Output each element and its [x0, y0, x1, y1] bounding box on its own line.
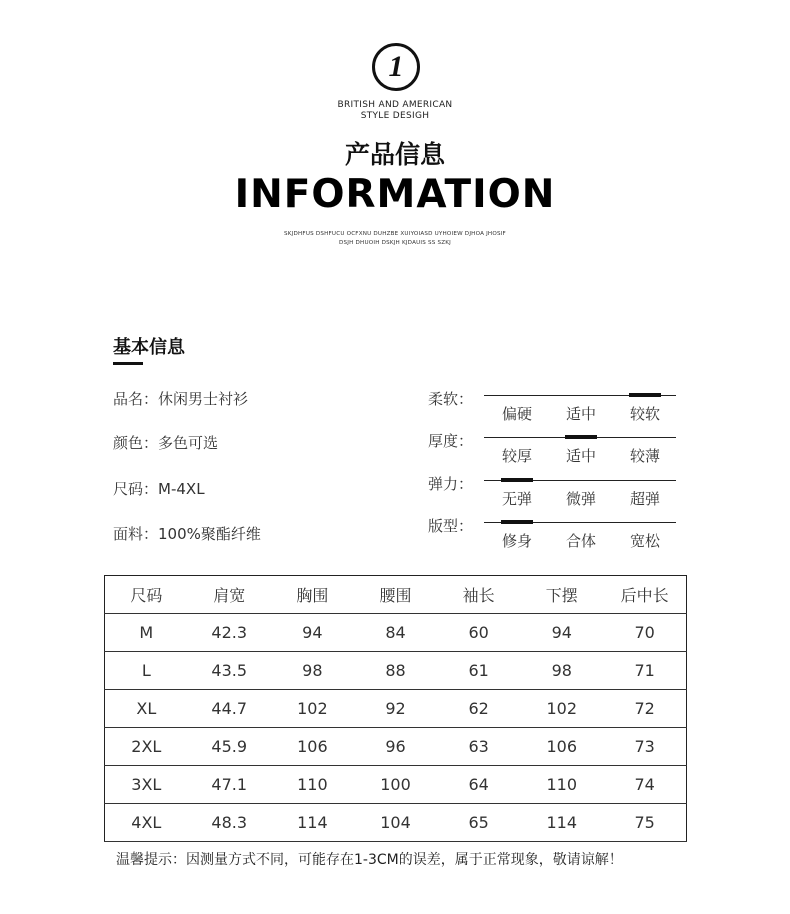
column-header: 胸围: [271, 576, 354, 614]
table-cell: 43.5: [188, 652, 271, 690]
scale-selected-marker: [501, 520, 533, 524]
table-cell: 104: [354, 804, 437, 842]
scale-option: 宽松: [629, 532, 660, 550]
table-cell: 106: [271, 728, 354, 766]
brand-line-1: BRITISH AND AMERICAN: [337, 100, 453, 110]
scale-option: 较厚: [501, 447, 532, 465]
table-row: [105, 804, 687, 842]
table-row: [105, 690, 687, 728]
table-cell: 71: [603, 652, 686, 690]
info-row-name: [113, 388, 248, 409]
badge-number: 1: [388, 50, 404, 83]
table-cell: 96: [354, 728, 437, 766]
page-title-cn: 产品信息: [344, 140, 445, 169]
scale-label: 厚度：: [428, 432, 474, 450]
size-table: [104, 575, 687, 842]
scale-option: 修身: [501, 532, 532, 550]
table-row: [105, 728, 687, 766]
section-underline: [113, 362, 143, 365]
column-header: 腰围: [354, 576, 437, 614]
table-cell: 70: [603, 614, 686, 652]
info-label: 面料：: [113, 525, 159, 543]
table-cell: XL: [105, 690, 188, 728]
table-cell: 47.1: [188, 766, 271, 804]
info-value: 多色可选: [158, 434, 219, 452]
table-cell: 106: [520, 728, 603, 766]
info-label: 颜色：: [113, 434, 159, 452]
table-cell: 72: [603, 690, 686, 728]
info-label: 品名：: [113, 390, 159, 408]
table-cell: 60: [437, 614, 520, 652]
table-cell: 100: [354, 766, 437, 804]
table-cell: 64: [437, 766, 520, 804]
table-cell: 44.7: [188, 690, 271, 728]
info-value: 100%聚酯纤维: [158, 525, 261, 543]
table-cell: M: [105, 614, 188, 652]
table-cell: 75: [603, 804, 686, 842]
table-cell: 63: [437, 728, 520, 766]
scale-option: 无弹: [501, 490, 532, 508]
table-cell: 84: [354, 614, 437, 652]
scale-selected-marker: [629, 393, 661, 397]
table-row: [105, 614, 687, 652]
brand-line-2: STYLE DESIGH: [360, 111, 430, 121]
table-cell: 92: [354, 690, 437, 728]
info-value: 休闲男士衬衫: [158, 390, 249, 408]
info-value: M-4XL: [158, 480, 205, 498]
page-title-en: INFORMATION: [234, 172, 556, 217]
scale-option: 合体: [565, 532, 596, 550]
number-badge-icon: [372, 43, 420, 91]
table-cell: 3XL: [105, 766, 188, 804]
scale-option: 偏硬: [501, 405, 532, 423]
scale-label: 版型：: [428, 517, 474, 535]
table-header-row: [105, 576, 687, 614]
table-cell: 98: [520, 652, 603, 690]
scale-selected-marker: [565, 435, 597, 439]
table-cell: 48.3: [188, 804, 271, 842]
column-header: 尺码: [105, 576, 188, 614]
table-cell: 114: [271, 804, 354, 842]
table-cell: 61: [437, 652, 520, 690]
tiny-text-line-1: SKJDHFUS DSHFUCU OCFXNU DUHZBE XUIYOIASD UYHOIEW DJHOA JHOSIF: [284, 231, 506, 237]
column-header: 下摆: [520, 576, 603, 614]
table-cell: 2XL: [105, 728, 188, 766]
table-cell: 74: [603, 766, 686, 804]
table-cell: 62: [437, 690, 520, 728]
table-cell: 45.9: [188, 728, 271, 766]
column-header: 肩宽: [188, 576, 271, 614]
table-cell: 110: [520, 766, 603, 804]
scale-option: 微弹: [565, 490, 596, 508]
table-cell: 94: [271, 614, 354, 652]
scale-option: 较薄: [629, 447, 660, 465]
scale-option: 适中: [565, 447, 596, 465]
table-row: [105, 652, 687, 690]
column-header: 袖长: [437, 576, 520, 614]
section-title: 基本信息: [113, 337, 185, 358]
table-cell: 65: [437, 804, 520, 842]
table-row: [105, 766, 687, 804]
table-cell: 4XL: [105, 804, 188, 842]
scale-option: 适中: [565, 405, 596, 423]
column-header: 后中长: [603, 576, 686, 614]
table-cell: 114: [520, 804, 603, 842]
table-cell: 110: [271, 766, 354, 804]
table-cell: 88: [354, 652, 437, 690]
table-cell: 94: [520, 614, 603, 652]
table-cell: 98: [271, 652, 354, 690]
info-row-color: [113, 432, 218, 453]
measurement-note: 温馨提示：因测量方式不同，可能存在1-3CM的误差，属于正常现象，敬请谅解！: [116, 852, 623, 868]
table-cell: 102: [520, 690, 603, 728]
info-label: 尺码：: [113, 480, 159, 498]
scale-option: 较软: [629, 405, 660, 423]
table-cell: 73: [603, 728, 686, 766]
scale-option: 超弹: [629, 490, 660, 508]
table-cell: L: [105, 652, 188, 690]
info-row-size: [113, 478, 205, 499]
scale-label: 柔软：: [428, 390, 474, 408]
table-cell: 102: [271, 690, 354, 728]
scale-selected-marker: [501, 478, 533, 482]
tiny-text-line-2: DSJH DHUOIH DSKJH KJDAUIS SS SZKJ: [339, 240, 451, 246]
table-cell: 42.3: [188, 614, 271, 652]
scale-label: 弹力：: [428, 475, 474, 493]
info-row-fabric: [113, 523, 261, 544]
